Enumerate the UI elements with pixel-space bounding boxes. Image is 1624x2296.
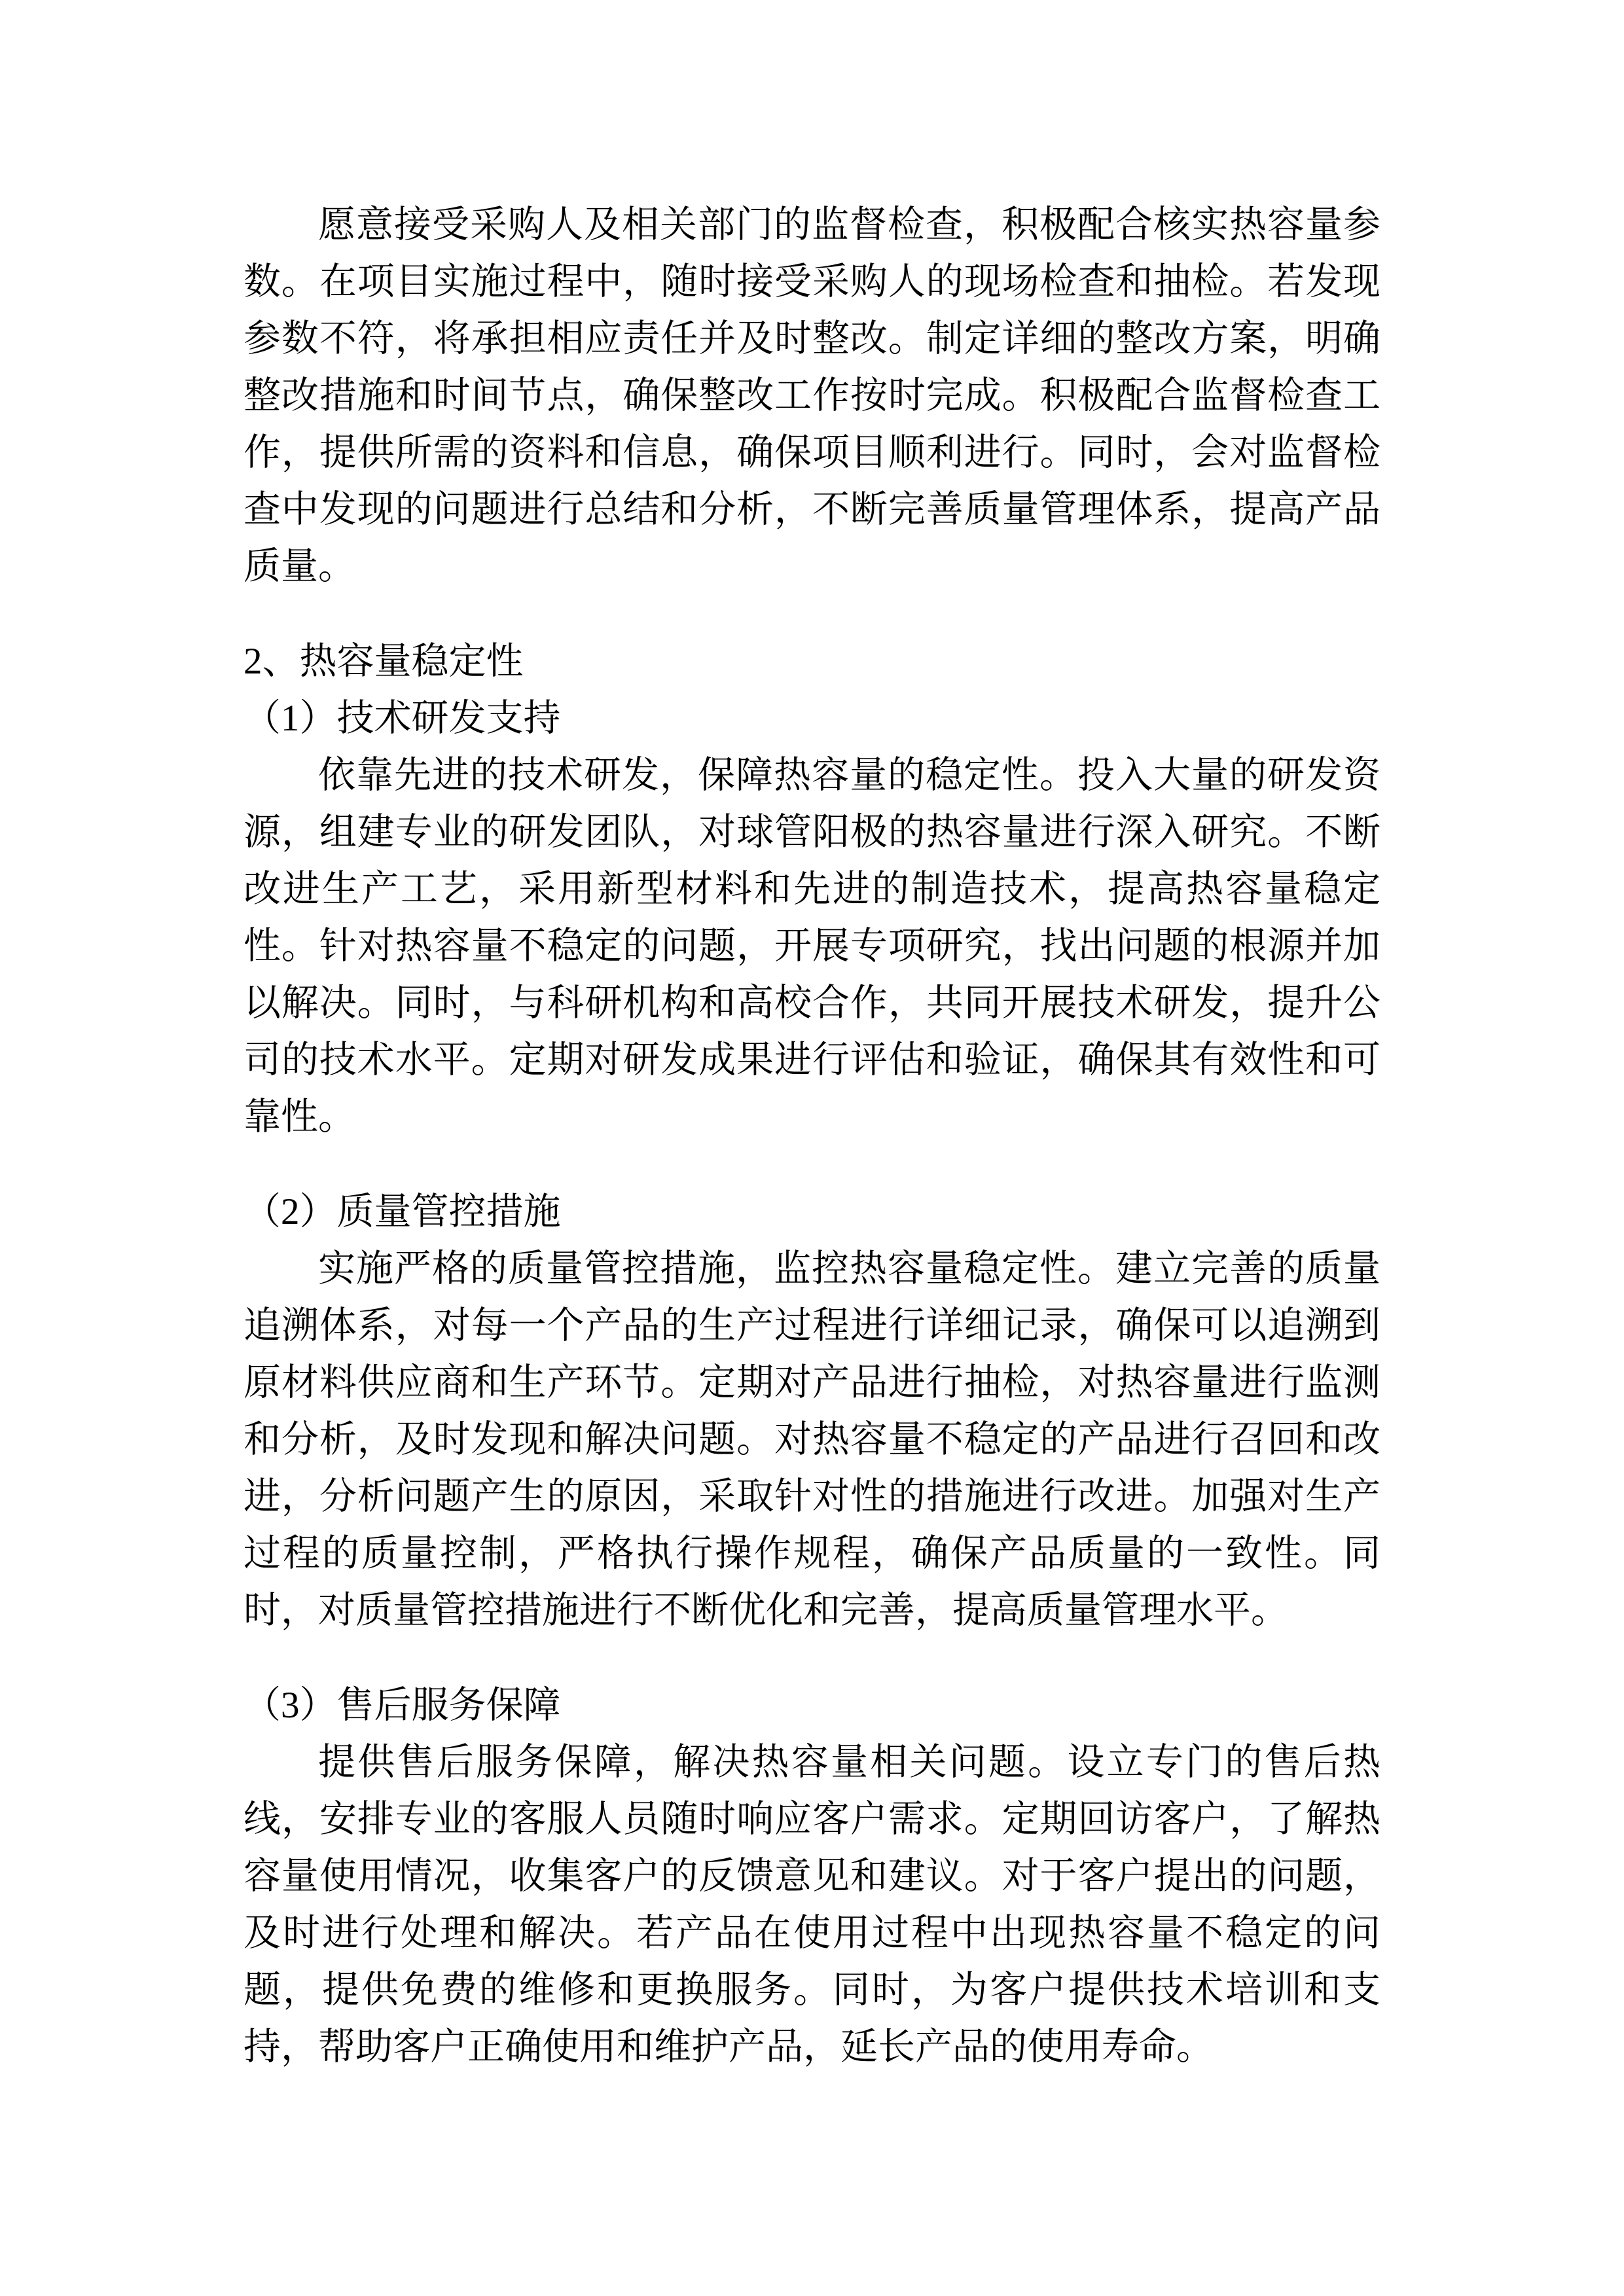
subsection-body: 依靠先进的技术研发，保障热容量的稳定性。投入大量的研发资源，组建专业的研发团队，对球管阳极的热容量进行深入研究。不断改进生产工艺，采用新型材料和先进的制造技术，提高热容量稳定性。针对热容量不稳定的问题，开展专项研究，找出问题的根源并加以解决。同时，与科研机构和高校合作，共同开展技术研发，提升公司的技术水平。定期对研发成果进行评估和验证，确保其有效性和可靠性。 bbox=[244, 755, 1380, 1138]
subsection-title: （3）售后服务保障 bbox=[244, 1685, 561, 1726]
intro-paragraph: 愿意接受采购人及相关部门的监督检查，积极配合核实热容量参数。在项目实施过程中，随时接受采购人的现场检查和抽检。若发现参数不符，将承担相应责任并及时整改。制定详细的整改方案，明确整改措施和时间节点，确保整改工作按时完成。积极配合监督检查工作，提供所需的资料和信息，确保项目顺利进行。同时，会对监督检查中发现的问题进行总结和分析，不断完善质量管理体系，提高产品质量。 bbox=[244, 204, 1380, 587]
subsection-tech-rd-support bbox=[244, 690, 1380, 1145]
subsection-after-sales-service bbox=[244, 1677, 1380, 2075]
section-heading-heat-capacity-stability: 2、热容量稳定性 bbox=[244, 641, 524, 682]
subsection-quality-control bbox=[244, 1183, 1380, 1639]
subsection-body: 实施严格的质量管控措施，监控热容量稳定性。建立完善的质量追溯体系，对每一个产品的生产过程进行详细记录，确保可以追溯到原材料供应商和生产环节。定期对产品进行抽检，对热容量进行监测和分析，及时发现和解决问题。对热容量不稳定的产品进行召回和改进，分析问题产生的原因，采取针对性的措施进行改进。加强对生产过程的质量控制，严格执行操作规程，确保产品质量的一致性。同时，对质量管控措施进行不断优化和完善，提高质量管理水平。 bbox=[244, 1248, 1380, 1631]
subsection-title: （2）质量管控措施 bbox=[244, 1191, 561, 1232]
subsection-title: （1）技术研发支持 bbox=[244, 698, 561, 739]
subsection-body: 提供售后服务保障，解决热容量相关问题。设立专门的售后热线，安排专业的客服人员随时响应客户需求。定期回访客户，了解热容量使用情况，收集客户的反馈意见和建议。对于客户提出的问题，及时进行处理和解决。若产品在使用过程中出现热容量不稳定的问题，提供免费的维修和更换服务。同时，为客户提供技术培训和支持，帮助客户正确使用和维护产品，延长产品的使用寿命。 bbox=[244, 1742, 1380, 2068]
